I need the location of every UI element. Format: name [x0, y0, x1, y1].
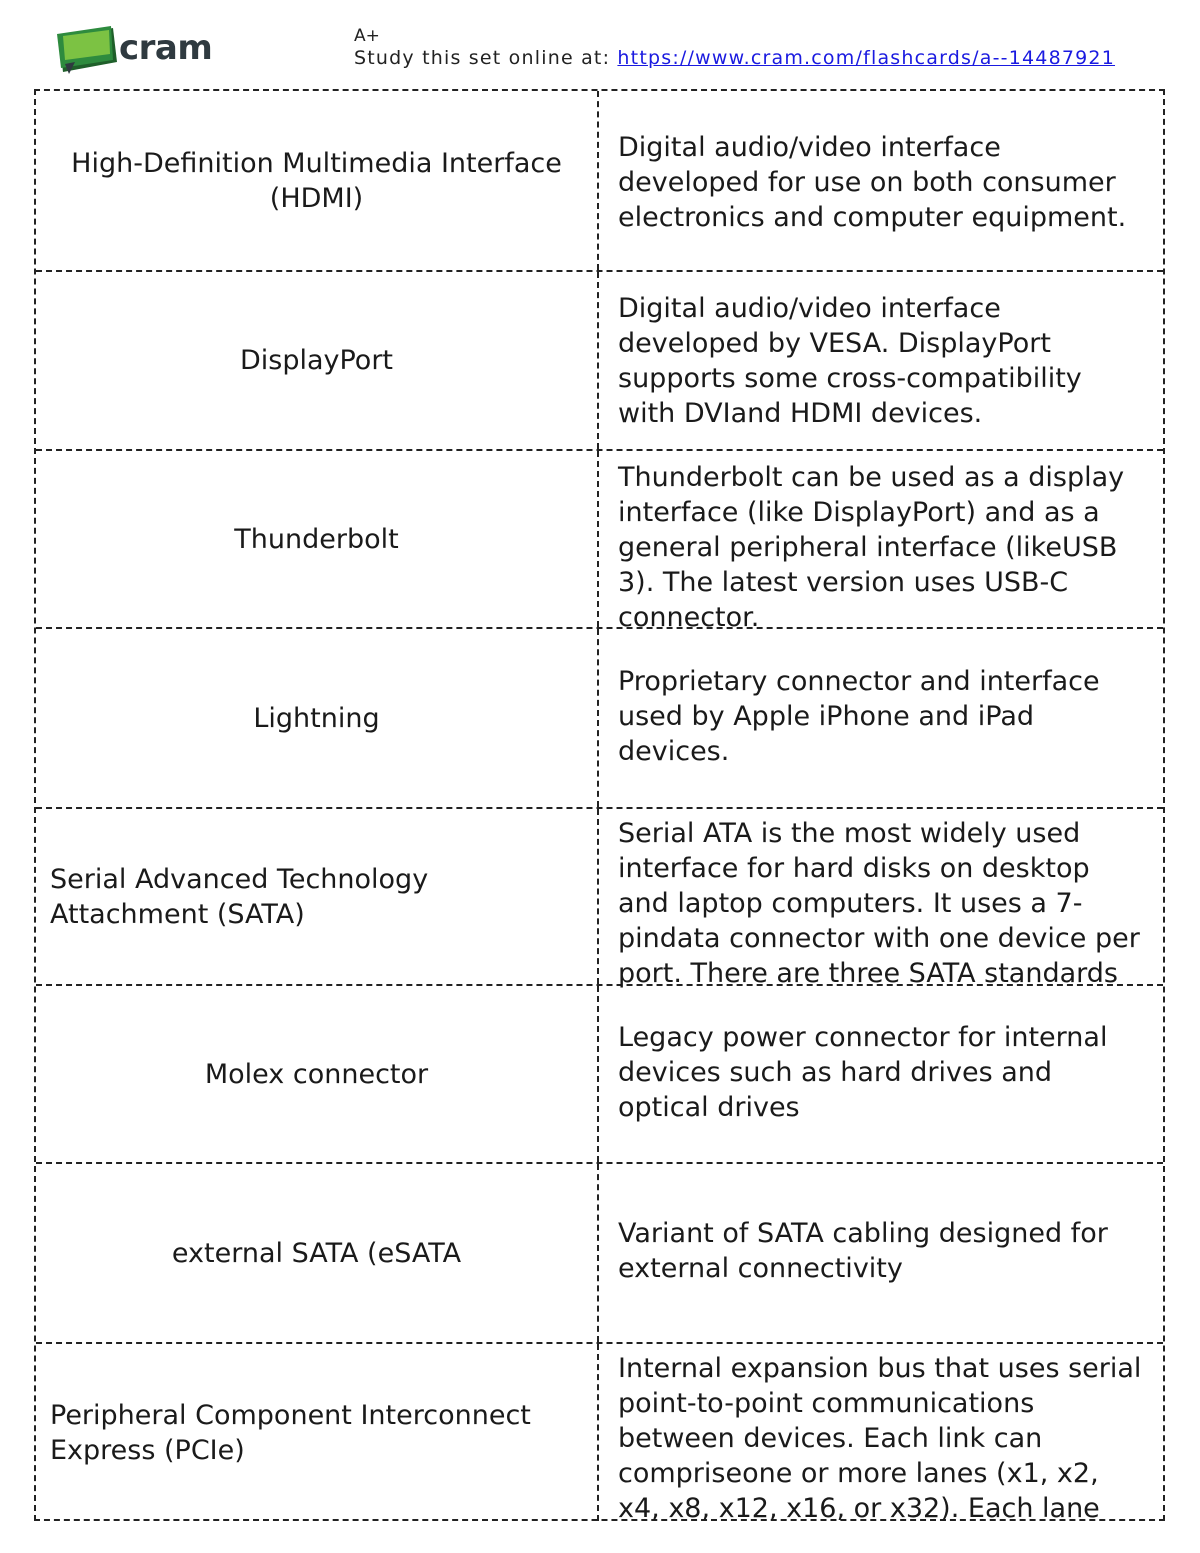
flashcard-grid: [34, 89, 1165, 1524]
card-definition-text: Internal expansion bus that uses serial point-to-point communications between devices. Each link can compriseone or more lanes (x1, x2, x4, x8, x12, x16, or x32). Each lane: [618, 1353, 1142, 1524]
card-definition: [599, 451, 1163, 633]
card-definition-text: Serial ATA is the most widely used interface for hard disks on desktop and laptop computers. It uses a 7-pindata connector with one device per port. There are three SATA standards: [618, 818, 1140, 989]
card-definition: [599, 629, 1163, 807]
card-definition: [599, 272, 1163, 449]
card-row: [36, 986, 1163, 1164]
card-definition: [599, 809, 1163, 989]
card-term: High-Definition Multimedia Interface (HDMI): [36, 91, 599, 270]
card-definition-text: Digital audio/video interface developed for use on both consumer electronics and computer equipment.: [618, 132, 1127, 233]
card-row: [36, 1344, 1163, 1524]
card-term: Serial Advanced Technology Attachment (SATA): [36, 809, 599, 984]
card-row: [36, 272, 1163, 451]
card-row: [36, 629, 1163, 809]
card-term: DisplayPort: [36, 272, 599, 449]
card-term: external SATA (eSATA: [36, 1164, 599, 1342]
card-term: Peripheral Component Interconnect Express (PCIe): [36, 1344, 599, 1521]
study-online-line: [354, 47, 1115, 69]
card-row: [36, 809, 1163, 989]
study-prefix: Study this set online at:: [354, 47, 618, 69]
card-definition-text: Thunderbolt can be used as a display interface (like DisplayPort) and as a general peripheral interface (likeUSB 3). The latest version uses USB-C connector.: [618, 462, 1125, 633]
card-row: [36, 91, 1163, 272]
card-definition-text: Legacy power connector for internal devices such as hard drives and optical drives: [618, 1022, 1108, 1123]
card-definition-text: Proprietary connector and interface used by Apple iPhone and iPad devices.: [618, 666, 1100, 767]
card-definition: [599, 1164, 1163, 1342]
card-definition-text: Variant of SATA cabling designed for external connectivity: [618, 1218, 1108, 1284]
page-header: [0, 0, 1200, 86]
card-row: [36, 1164, 1163, 1344]
card-definition: [599, 1344, 1163, 1524]
cram-logo-icon: [55, 24, 119, 76]
study-set-link[interactable]: https://www.cram.com/flashcards/a--14487921: [617, 47, 1116, 69]
set-title: A+: [354, 26, 380, 46]
card-definition: [599, 986, 1163, 1162]
cram-logo[interactable]: [55, 24, 225, 76]
card-row: [36, 451, 1163, 633]
card-term: Lightning: [36, 629, 599, 807]
card-definition-text: Digital audio/video interface developed by VESA. DisplayPort supports some cross-compatibility with DVIand HDMI devices.: [618, 293, 1082, 429]
card-term: Thunderbolt: [36, 451, 599, 627]
logo-text: cram: [119, 28, 213, 68]
card-term: Molex connector: [36, 986, 599, 1162]
card-definition: [599, 91, 1163, 270]
